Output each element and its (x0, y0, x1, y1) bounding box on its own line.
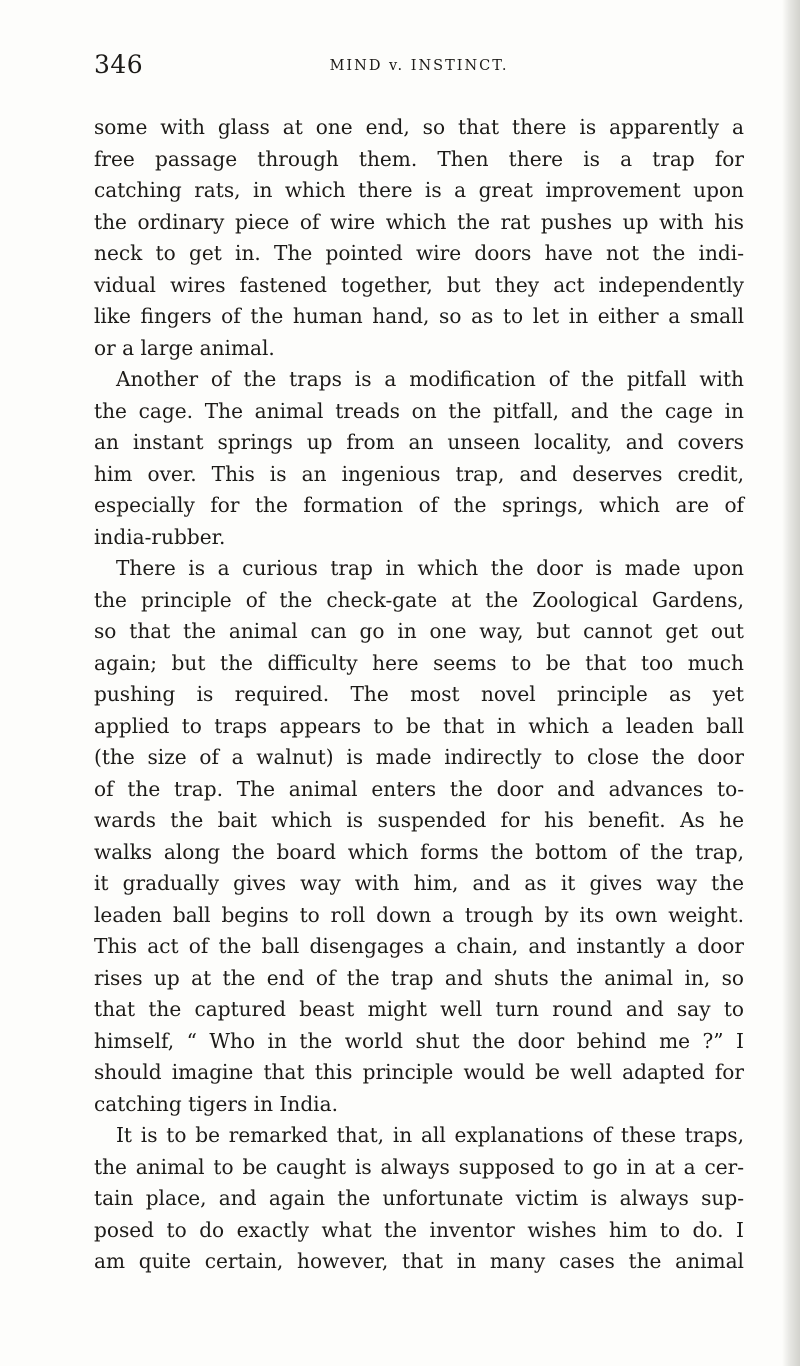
running-head (94, 50, 744, 84)
text-line: or a large animal. (94, 335, 275, 360)
body-text (94, 112, 744, 1278)
text-line: him over. This is an ingenious trap, and deserves credit, (94, 461, 744, 486)
text-line: It is to be remarked that, in all explanations of these traps, (116, 1123, 744, 1147)
text-line: catching rats, in which there is a great improvement upon (94, 178, 744, 202)
text-line: posed to do exactly what the inventor wishes him to do. I (94, 1217, 744, 1242)
text-line: There is a curious trap in which the door is made upon (116, 556, 744, 580)
text-line: an instant springs up from an unseen locality, and covers (94, 430, 744, 454)
text-line: should imagine that this principle would be well adapted for (94, 1060, 744, 1084)
running-title: MIND v. INSTINCT. (329, 58, 509, 74)
text-line: pushing is required. The most novel principle as yet (94, 682, 744, 706)
text-line: especially for the formation of the springs, which are of (94, 493, 744, 517)
text-line: catching tigers in India. (94, 1091, 338, 1116)
page-number: 346 (94, 50, 144, 79)
text-line: like fingers of the human hand, so as to let in either a small (94, 304, 744, 328)
text-line: the ordinary piece of wire which the rat pushes up with his (94, 209, 744, 234)
text-line: am quite certain, however, that in many cases the animal (94, 1249, 744, 1273)
text-line: the animal to be caught is always supposed to go in at a cer- (94, 1154, 744, 1179)
text-line: the cage. The animal treads on the pitfall, and the cage in (94, 398, 744, 423)
text-line: so that the animal can go in one way, but cannot get out (94, 619, 744, 643)
text-line: rises up at the end of the trap and shuts the animal in, so (94, 965, 744, 990)
text-line: This act of the ball disengages a chain, and instantly a door (94, 934, 744, 958)
text-line: applied to traps appears to be that in which a leaden ball (94, 713, 744, 738)
text-line: again; but the difficulty here seems to be that too much (94, 650, 744, 675)
text-line: tain place, and again the unfortunate victim is always sup- (94, 1186, 744, 1210)
text-line: it gradually gives way with him, and as it gives way the (94, 871, 744, 895)
text-line: the principle of the check-gate at the Zoological Gardens, (94, 587, 744, 612)
text-line: wards the bait which is suspended for his benefit. As he (94, 808, 744, 832)
text-line: india-rubber. (94, 524, 226, 549)
text-line: of the trap. The animal enters the door and advances to- (94, 776, 744, 801)
text-line: Another of the traps is a modification of the pitfall with (116, 367, 744, 391)
text-line: walks along the board which forms the bottom of the trap, (94, 839, 744, 864)
text-line: some with glass at one end, so that there is apparently a (94, 115, 744, 139)
text-line: neck to get in. The pointed wire doors have not the indi- (94, 241, 744, 265)
text-line: vidual wires fastened together, but they act independently (94, 272, 744, 297)
text-line: that the captured beast might well turn round and say to (94, 997, 744, 1021)
text-line: free passage through them. Then there is a trap for (94, 146, 744, 171)
text-line: (the size of a walnut) is made indirectly to close the door (94, 745, 744, 769)
text-line: leaden ball begins to roll down a trough by its own weight. (94, 902, 744, 927)
page-binding-shadow (782, 0, 800, 1366)
text-line: himself, “ Who in the world shut the door behind me ?” I (94, 1028, 744, 1053)
